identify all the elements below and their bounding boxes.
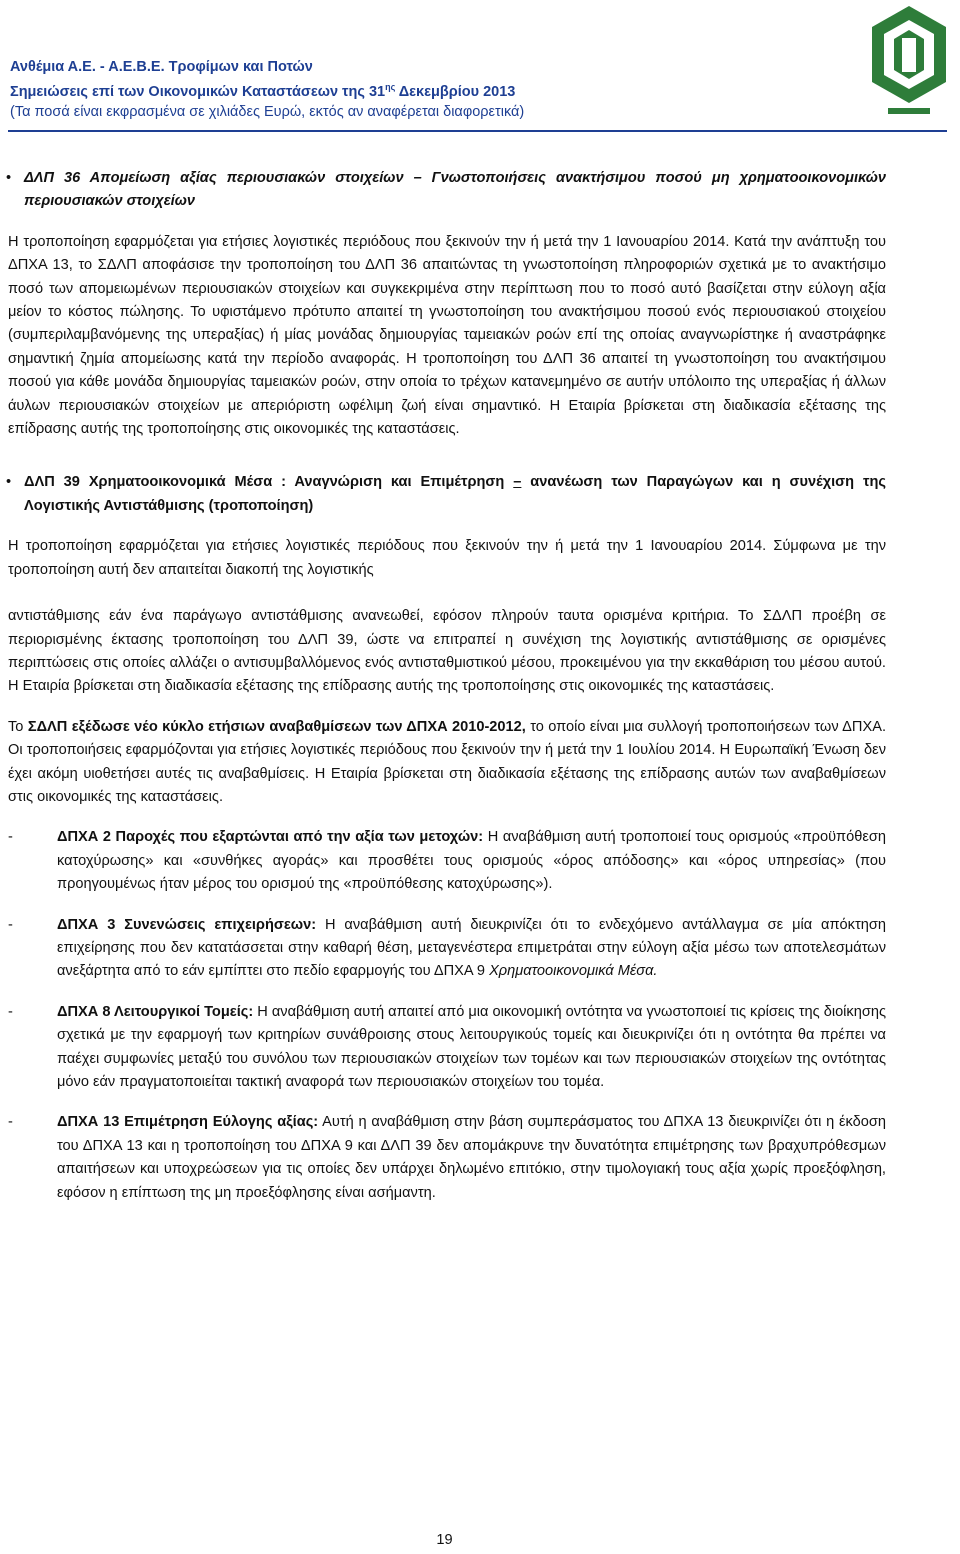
header-currency-note: (Τα ποσά είναι εκφρασμένα σε χιλιάδες Ευρώ, εκτός αν αναφέρεται διαφορετικά) (10, 104, 525, 120)
annual-improvements-bold: ΣΔΛΠ εξέδωσε νέο κύκλο ετήσιων αναβαθμίσεων των ΔΠΧΑ 2010-2012, (27, 718, 526, 735)
title-dash: – (513, 474, 522, 491)
company-logo-icon (866, 4, 952, 120)
page-header (10, 58, 890, 122)
bullet-dot: • (6, 474, 12, 491)
header-notes-sup: ης (385, 82, 396, 92)
section-title-das39: • ΔΛΠ 39 Χρηματοοικονομικά Μέσα : Αναγνώριση και Επιμέτρηση – ανανέωση των Παραγώγων και η συνέχιση της Λογιστικής Αντιστάθμισης (τροποποίηση) (8, 471, 886, 518)
header-notes-title (10, 77, 890, 103)
bullet-dot: • (6, 170, 12, 186)
list-item-ifrs8: - ΔΠΧΑ 8 Λειτουργικοί Τομείς: Η αναβάθμιση αυτή απαιτεί από μια οικονομική οντότητα να γνωστοποιεί τις κρίσεις της διοίκησης σχετικά με την εφαρμογή των κριτηρίων συνάθροισης στους λειτουργικούς τομείς και διευκρινίζει ότι η οντότητα θα πρέπει να παέχει συμφωνίες μεταξύ του συνόλου των περιουσιακών στοιχείων των τομέων και των περιουσιακών στοιχείων της οντότητας μόνο εάν πραγματοποιείται τακτική αναφορά των περιουσιακών στοιχείων του τομέα. (8, 1003, 886, 1090)
section-title-das36: • ΔΛΠ 36 Απομείωση αξίας περιουσιακών στοιχείων – Γνωστοποιήσεις ανακτήσιμου ποσού μη χρηματοοικονομικών περιουσιακών στοιχείων (8, 167, 886, 214)
section-body-das36: Η τροποποίηση εφαρμόζεται για ετήσιες λογιστικές περιόδους που ξεκινούν την ή μετά την 1 Ιανουαρίου 2014. Κατά την ανάπτυξη του ΔΠΧΑ 13, το ΣΔΛΠ αποφάσισε την τροποποίηση του ΔΛΠ 36 απαιτώντας τη γνωστοποίηση πληροφοριών σχετικά με το ανακτήσιμο ποσό των απομειωμένων περιουσιακών στοιχείων και συγκεκριμένα στην περίπτωση που το ποσό αυτό βασίζεται στην εύλογη αξία μείον το κόστος πώλησης. Το υφιστάμενο πρότυπο απαιτεί τη γνωστοποίηση του ανακτήσιμου ποσού ενός περιουσιακού στοιχείου (συμπεριλαμβανόμενης της υπεραξίας) ή μίας μονάδας δημιουργίας ταμειακών ροών επί της οποίας αναγνωρίστηκε ή αναστράφηκε σημαντική ζημία απομείωσης κατά την περίοδο αναφοράς. Η τροποποίηση του ΔΛΠ 36 απαιτεί τη γνωστοποίηση του ανακτήσιμου ποσού για κάθε μονάδα δημιουργίας ταμειακών ροών, στην οποία το τρέχων κατανεμημένο σε αυτήν υπόλοιπο της υπεραξίας ή άλλων άυλων περιουσιακών στοιχείων με απεριόριστη ωφέλιμη ζωή είναι σημαντικό. Η Εταιρία βρίσκεται στη διαδικασία εξέτασης της επίδρασης αυτής της τροποποίησης στις οικονομικές της καταστάσεις. (8, 233, 886, 438)
header-notes-main: Σημειώσεις επί των Οικονομικών Καταστάσεων της 31 (10, 84, 386, 100)
annual-improvements-paragraph: Το ΣΔΛΠ εξέδωσε νέο κύκλο ετήσιων αναβαθμίσεων των ΔΠΧΑ 2010-2012, το οποίο είναι μια συλλογή τροποποιήσεων των ΔΠΧΑ. Οι τροποποιήσεις εφαρμόζονται για ετήσιες λογιστικές περιόδους που ξεκινούν την ή μετά την 1 Ιουλίου 2014. Η Ευρωπαϊκή Ένωση δεν έχει ακόμη υιοθετήσει αυτές τις αναβαθμίσεις. Η Εταιρία βρίσκεται στη διαδικασία εξέτασης της επίδρασης αυτών των αναβαθμίσεων στις οικονομικές της καταστάσεις. (8, 718, 886, 805)
header-notes-date: Δεκεμβρίου 2013 (395, 84, 516, 100)
list-item-ifrs2: - ΔΠΧΑ 2 Παροχές που εξαρτώνται από την αξία των μετοχών: Η αναβάθμιση αυτή τροποποιεί τους ορισμούς «προϋπόθεση κατοχύρωσης» και «συνθήκες αγοράς» και προσθέτει τους ορισμούς «όρος απόδοσης» και «όρος υπηρεσίας» (που προηγουμένως ήταν μέρος του ορισμού της «προϋπόθεσης κατοχύρωσης»). (8, 829, 886, 893)
section-body-das39-part1: Η τροποποίηση εφαρμόζεται για ετήσιες λογιστικές περιόδους που ξεκινούν την ή μετά την 1 Ιανουαρίου 2014. Σύμφωνα με την τροποποίηση αυτή δεν απαιτείται διακοπή της λογιστικής (8, 538, 886, 578)
list-item-ifrs3: - ΔΠΧΑ 3 Συνενώσεις επιχειρήσεων: Η αναβάθμιση αυτή διευκρινίζει ότι το ενδεχόμενο αντάλλαγμα σε μία απόκτηση επιχείρησης που δεν κατατάσσεται στην καθαρή θέση, μεταγενέστερα επιμετράται στην εύλογη αξία μέσω των αποτελεσμάτων ανεξάρτητα από το εάν εμπίπτει στο πεδίο εφαρμογής του ΔΠΧΑ 9 Χρηματοοικονομικά Μέσα. (8, 916, 886, 980)
section-body-das39-part2: αντιστάθμισης εάν ένα παράγωγο αντιστάθμισης ανανεωθεί, εφόσον πληρούν ταυτα ορισμένα κριτήρια. Το ΣΔΛΠ προέβη σε περιορισμένης έκτασης τροποποίηση του ΔΛΠ 39, ώστε να επιτραπεί η συνέχιση της λογιστικής αντιστάθμισης σε ορισμένες περιπτώσεις στις οποίες αλλάζει ο αντισυμβαλλόμενος ενός αντισταθμιστικού μέσου, προκειμένου για την εκκαθάριση του μέσου αυτού. Η Εταιρία βρίσκεται στη διαδικασία εξέτασης της επίδρασης αυτής της τροποποίησης στις οικονομικές της καταστάσεις. (8, 608, 886, 695)
list-item-ifrs13: - ΔΠΧΑ 13 Επιμέτρηση Εύλογης αξίας: Αυτή η αναβάθμιση στην βάση συμπεράσματος του ΔΠΧΑ 13 διευκρινίζει ότι η έκδοση του ΔΠΧΑ 13 και η τροποποίηση του ΔΠΧΑ 9 και ΔΛΠ 39 δεν απομάκρυνε την δυνατότητα επιμέτρησης των βραχυπρόθεσμων απαιτήσεων και υποχρεώσεων για τις οποίες δεν υπάρχει δηλωμένο επιτόκιο, στην τιμολογιακή τους αξία χωρίς προεξόφληση, εφόσον η επίπτωση της μη προεξόφλησης είναι ασήμαντη. (8, 1114, 886, 1201)
header-company: Ανθέμια Α.Ε. - Α.Ε.Β.Ε. Τροφίμων και Ποτών (10, 59, 313, 75)
header-divider (8, 130, 947, 132)
page-body (8, 167, 886, 1205)
page-number: 19 (436, 1532, 453, 1548)
